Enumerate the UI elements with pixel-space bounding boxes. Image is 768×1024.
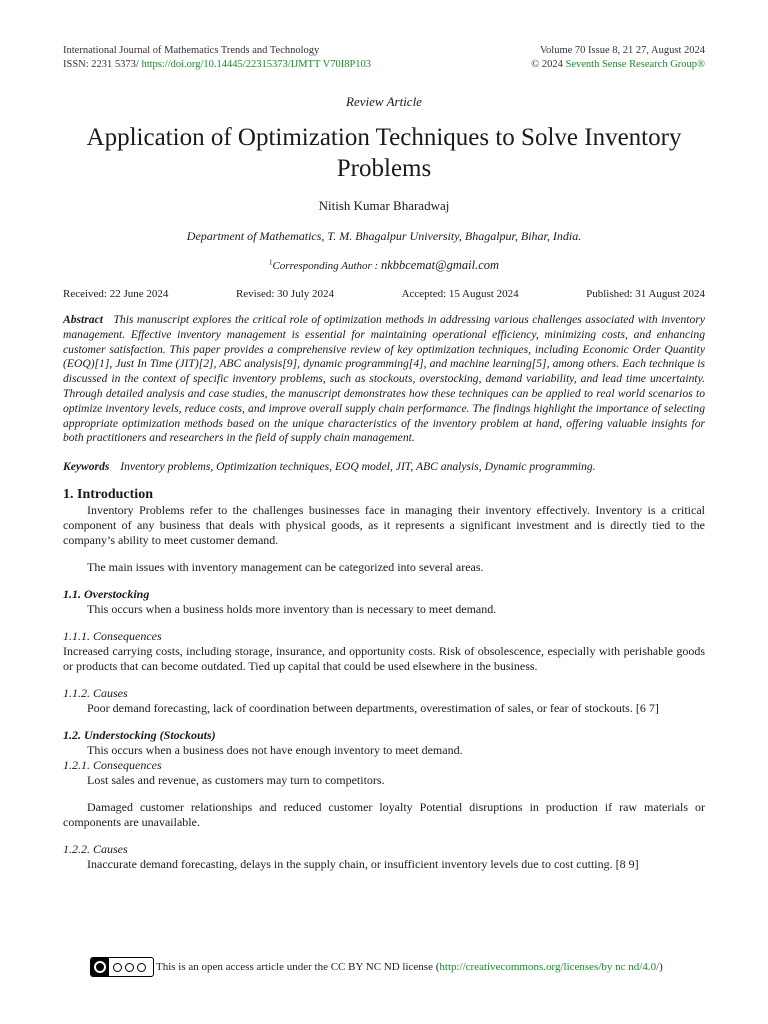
issn-line bbox=[63, 58, 371, 72]
date-published: Published: 31 August 2024 bbox=[586, 288, 705, 300]
subsubsection-heading-causes: 1.1.2. Causes bbox=[63, 686, 128, 701]
affiliation: Department of Mathematics, T. M. Bhagalpur University, Bhagalpur, Bihar, India. bbox=[186, 229, 582, 243]
subsubsection-heading-understocking-consequences: 1.2.1. Consequences bbox=[63, 758, 162, 773]
keywords bbox=[63, 460, 705, 473]
doi-link[interactable]: https://doi.org/10.14445/22315373/IJMTT V70I8P103 bbox=[141, 59, 372, 70]
subsubsection-heading-consequences: 1.1.1. Consequences bbox=[63, 629, 162, 644]
author-name: Nitish Kumar Bharadwaj bbox=[318, 198, 450, 213]
consequences-text: Increased carrying costs, including storage, insurance, and opportunity costs. Risk of obsolescence, especially with perishable goods or products that can become outdated. Tied up capital that could be used elsewhere in the business. bbox=[63, 644, 705, 674]
date-accepted: Accepted: 15 August 2024 bbox=[401, 288, 519, 300]
understocking-causes-text: Inaccurate demand forecasting, delays in the supply chain, or insufficient inventory levels due to cost cutting. [8 9] bbox=[87, 857, 639, 872]
header-left bbox=[63, 44, 371, 72]
corresponding-sup: 1 bbox=[268, 258, 273, 267]
article-type: Review Article bbox=[346, 94, 422, 109]
understocking-text: This occurs when a business does not have enough inventory to meet demand. bbox=[87, 743, 463, 758]
publisher-link[interactable]: Seventh Sense Research Group® bbox=[565, 59, 705, 70]
keywords-text: Inventory problems, Optimization techniques, EOQ model, JIT, ABC analysis, Dynamic programming. bbox=[120, 460, 596, 474]
paper-page bbox=[63, 44, 705, 872]
keywords-label: Keywords bbox=[63, 460, 110, 474]
license-text: This is an open access article under the CC BY NC ND license ( bbox=[156, 961, 440, 973]
header-right bbox=[531, 44, 705, 72]
intro-paragraph-2: The main issues with inventory management can be categorized into several areas. bbox=[87, 560, 484, 575]
understocking-consequences-text: Lost sales and revenue, as customers may turn to competitors. bbox=[87, 773, 385, 788]
license-close: ) bbox=[659, 961, 663, 973]
abstract-label: Abstract bbox=[63, 313, 103, 326]
journal-header bbox=[63, 44, 705, 72]
date-revised: Revised: 30 July 2024 bbox=[235, 288, 335, 300]
section-heading-introduction: 1. Introduction bbox=[63, 487, 153, 503]
volume-info: Volume 70 Issue 8, 21 27, August 2024 bbox=[539, 45, 705, 56]
intro-paragraph-1: Inventory Problems refer to the challenges businesses face in managing their inventory effectively. Inventory is a critical component of any business that deals with physical goods, as it represents a significant investment and is directly tied to the company’s ability to meet customer demand. bbox=[63, 503, 705, 548]
corresponding-label: Corresponding Author : bbox=[272, 260, 379, 272]
issn: ISSN: 2231 5373/ bbox=[63, 59, 139, 70]
dates-row bbox=[63, 288, 705, 300]
abstract-text: This manuscript explores the critical role of optimization methods in addressing various challenges associated with inventory management. Effective inventory management is essential for maintaining operational efficiency, minimizing costs, and enhancing customer satisfaction. This paper provides a comprehensive review of key optimization techniques, including Economic Order Quantity (EOQ)[1], Just In Time (JIT)[2], ABC analysis[9], dynamic programming[4], and machine learning[5], among others. Each technique is discussed in the context of specific inventory problems, such as stockouts, overstocking, demand variability, and lead time uncertainty. Through detailed analysis and case studies, the manuscript demonstrates how these techniques can be applied to real world scenarios to optimize inventory levels, reduce costs, and improve overall supply chain performance. The findings highlight the importance of selecting appropriate optimization methods based on the unique characteristics of the inventory problem at hand, offering valuable insights for both practitioners and researchers in the field of supply chain management. bbox=[63, 313, 705, 445]
date-received: Received: 22 June 2024 bbox=[63, 288, 169, 300]
subsubsection-heading-understocking-causes: 1.2.2. Causes bbox=[63, 842, 128, 857]
paper-title: Application of Optimization Techniques to Solve Inventory Problems bbox=[86, 124, 682, 182]
journal-name: International Journal of Mathematics Trends and Technology bbox=[63, 45, 320, 56]
overstocking-text: This occurs when a business holds more inventory than is necessary to meet demand. bbox=[87, 602, 497, 617]
copyright: © 2024 bbox=[531, 59, 563, 70]
cc-by-nc-nd-icon[interactable] bbox=[90, 957, 154, 977]
license-footer bbox=[90, 957, 710, 977]
understocking-consequences-text-2: Damaged customer relationships and reduced customer loyalty Potential disruptions in production if raw materials or components are unavailable. bbox=[63, 800, 705, 830]
corresponding-author bbox=[63, 258, 705, 273]
corresponding-email[interactable]: nkbbcemat@gmail.com bbox=[380, 258, 500, 272]
causes-text: Poor demand forecasting, lack of coordination between departments, overestimation of sales, or fear of stockouts. [6 7] bbox=[87, 701, 659, 716]
subsection-heading-understocking: 1.2. Understocking (Stockouts) bbox=[63, 728, 216, 743]
abstract bbox=[63, 313, 705, 446]
subsection-heading-overstocking: 1.1. Overstocking bbox=[63, 587, 150, 602]
license-link[interactable]: http://creativecommons.org/licenses/by nc nd/4.0/ bbox=[439, 961, 660, 973]
copyright-line bbox=[531, 58, 705, 72]
